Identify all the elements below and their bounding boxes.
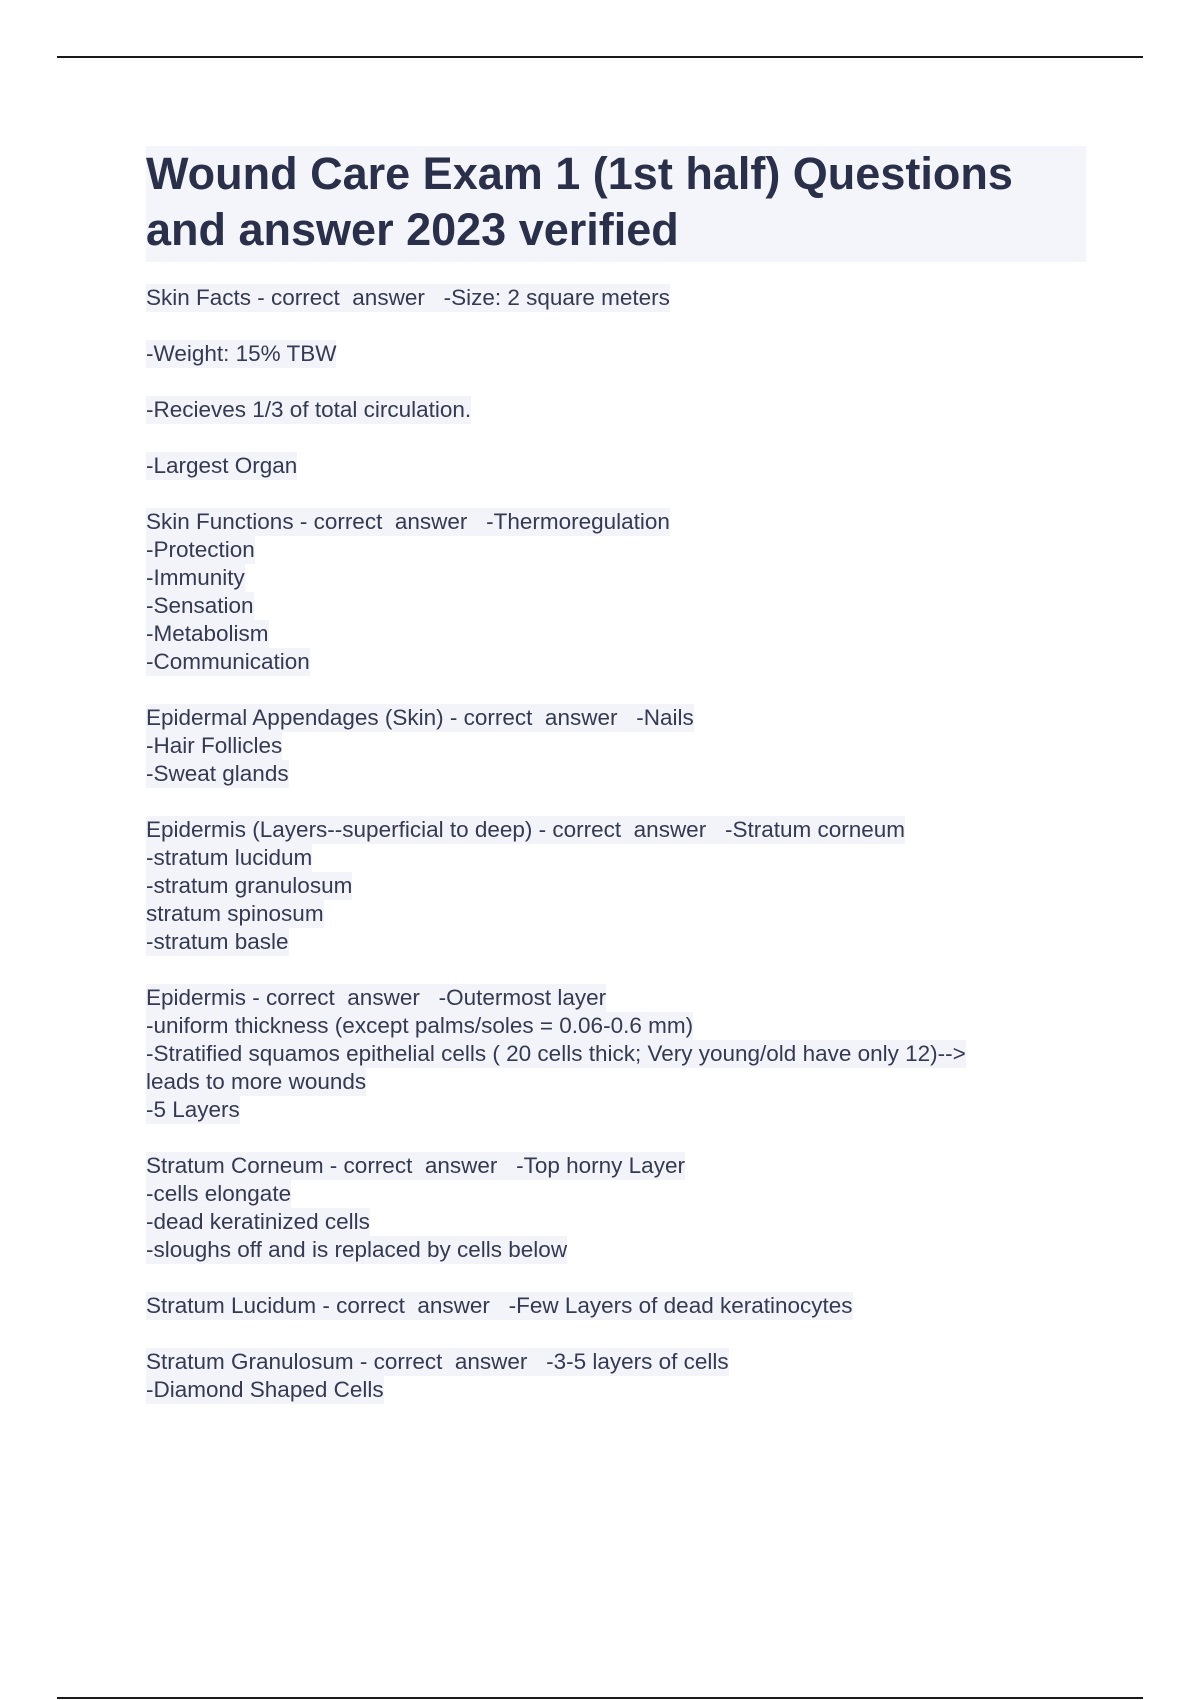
entry-answer-line: -uniform thickness (except palms/soles = 0.06-0.6 mm) [146,1013,694,1038]
entry-answer-line: -dead keratinized cells [146,1209,370,1234]
entry-question-line: Skin Facts - correct answer -Size: 2 square meters [146,285,670,310]
title-line: Wound Care Exam 1 (1st half) Questions [146,148,1013,199]
qa-entry [146,1348,1086,1404]
qa-entry [146,508,1086,676]
entry-question-line: Stratum Lucidum - correct answer -Few Layers of dead keratinocytes [146,1293,853,1318]
entry-answer-line: -Diamond Shaped Cells [146,1377,384,1402]
entry-question-line: Skin Functions - correct answer -Thermoregulation [146,509,670,534]
qa-entry [146,452,1086,480]
qa-entry [146,1292,1086,1320]
title-line: and answer 2023 verified [146,204,679,255]
qa-entry [146,396,1086,424]
qa-entry [146,704,1086,788]
entry-answer-line: -Sensation [146,593,254,618]
entry-question-line: Stratum Corneum - correct answer -Top horny Layer [146,1153,685,1178]
entry-question-line: Epidermis - correct answer -Outermost layer [146,985,607,1010]
qa-entry [146,340,1086,368]
qa-entry [146,984,1086,1124]
qa-entry [146,284,1086,312]
entry-answer-line: -stratum granulosum [146,873,353,898]
entry-answer-line: -Metabolism [146,621,269,646]
entry-answer-line: -5 Layers [146,1097,240,1122]
qa-entries [146,284,1086,1404]
entry-answer-line: -Hair Follicles [146,733,283,758]
entry-answer-line: -Communication [146,649,310,674]
qa-entry [146,816,1086,956]
top-rule [57,56,1143,58]
entry-answer-line: -stratum basle [146,929,289,954]
entry-answer-line: -stratum lucidum [146,845,313,870]
document-body [146,146,1086,1432]
entry-answer-line: -Protection [146,537,255,562]
entry-answer-line: -Stratified squamos epithelial cells ( 20 cells thick; Very young/old have only 12)--> [146,1041,966,1066]
entry-question-line: -Recieves 1/3 of total circulation. [146,397,472,422]
entry-answer-line: -sloughs off and is replaced by cells below [146,1237,568,1262]
entry-question-line: Epidermis (Layers--superficial to deep) - correct answer -Stratum corneum [146,817,906,842]
entry-question-line: -Weight: 15% TBW [146,341,337,366]
entry-answer-line: -Sweat glands [146,761,289,786]
entry-question-line: Epidermal Appendages (Skin) - correct answer -Nails [146,705,694,730]
entry-question-line: -Largest Organ [146,453,298,478]
entry-answer-line: stratum spinosum [146,901,324,926]
entry-question-line: Stratum Granulosum - correct answer -3-5 layers of cells [146,1349,729,1374]
entry-answer-line: leads to more wounds [146,1069,367,1094]
entry-answer-line: -Immunity [146,565,245,590]
bottom-rule [57,1697,1143,1699]
document-title [146,146,1086,262]
entry-answer-line: -cells elongate [146,1181,292,1206]
qa-entry [146,1152,1086,1264]
